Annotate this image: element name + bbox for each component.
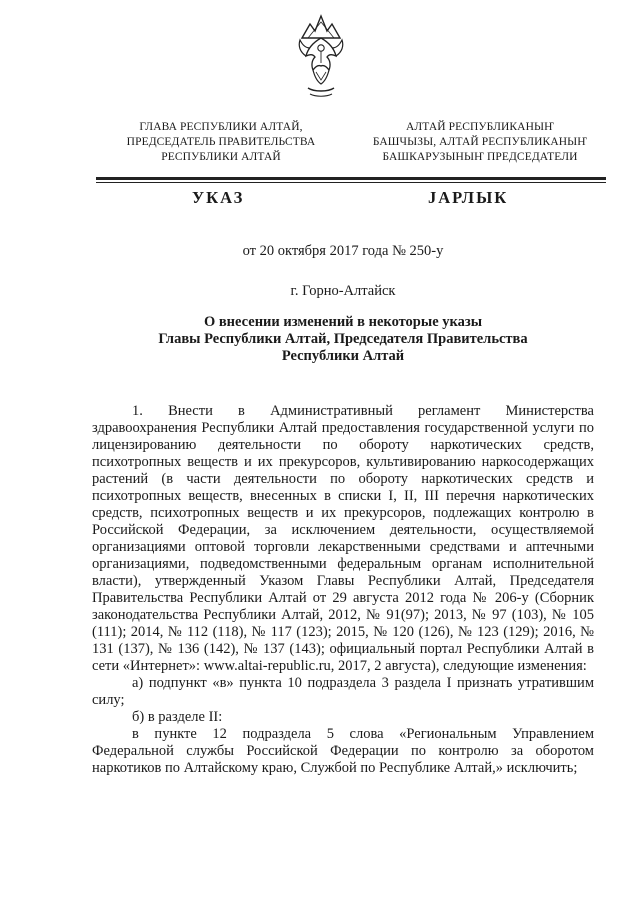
document-title <box>92 314 594 365</box>
header-right-line: АЛТАЙ РЕСПУБЛИКАНЫҤ <box>406 121 554 133</box>
title-line: Главы Республики Алтай, Председателя Правительства <box>158 331 528 347</box>
body-paragraph: а) подпункт «в» пункта 10 подраздела 3 раздела I признать утратившим силу; <box>92 675 594 708</box>
document-body <box>92 403 594 777</box>
doc-type-russian: УКАЗ <box>192 188 245 207</box>
header-divider-thick <box>96 177 606 180</box>
emblem-icon <box>296 8 346 100</box>
header-left <box>112 120 330 165</box>
document-dateline: от 20 октября 2017 года № 250-у <box>242 243 444 259</box>
body-paragraph: 1. Внести в Административный регламент Министерства здравоохранения Республики Алтай предоставления государственной услуги по лицензированию деятельности по обороту наркотических средств, психотропных веществ и их прекурсоров, культивированию наркосодержащих растений (в части деятельности по обороту наркотических средств и психотропных веществ, внесенных в списки I, II, III перечня наркотических средств, психотропных веществ и их прекурсоров, подлежащих контролю в Российской Федерации, за исключением деятельности, осуществляемой организациями оптовой торговли лекарственными средствами и аптечными организациями, подведомственными федеральным органам исполнительной власти), утвержденный Указом Главы Республики Алтай, Председателя Правительства Республики Алтай от 29 августа 2012 года № 206-у (Сборник законодательства Республики Алтай, 2012, № 91(97); 2013, № 97 (103), № 105 (111); 2014, № 112 (118), № 117 (123); 2015, № 120 (126), № 123 (129); 2016, № 131 (137), № 136 (142), № 137 (143); официальный портал Республики Алтай в сети «Интернет»: www.altai-republic.ru, 2017, 2 августа), следующие изменения: <box>92 403 594 674</box>
body-paragraph: в пункте 12 подраздела 5 слова «Региональным Управлением Федеральной службы Российской Федерации по контролю за оборотом наркотиков по Алтайскому краю, Службой по Республике Алтай,» исключить; <box>92 726 594 776</box>
doc-type-altai: JАРЛЫК <box>428 188 509 207</box>
header-right-line: БАШЧЫЗЫ, АЛТАЙ РЕСПУБЛИКАНЫҤ <box>372 136 588 148</box>
header-left-line: ПРЕДСЕДАТЕЛЬ ПРАВИТЕЛЬСТВА <box>126 136 316 148</box>
header-divider-thin <box>96 182 606 183</box>
header-right <box>350 120 610 165</box>
body-paragraph: б) в разделе II: <box>132 709 223 725</box>
document-city: г. Горно-Алтайск <box>290 283 396 299</box>
header-right-line: БАШКАРУЗЫНЫҤ ПРЕДСЕДАТЕЛИ <box>382 151 578 163</box>
title-line: О внесении изменений в некоторые указы <box>203 314 483 330</box>
title-line: Республики Алтай <box>281 348 405 364</box>
header-left-line: РЕСПУБЛИКИ АЛТАЙ <box>161 151 281 163</box>
header-left-line: ГЛАВА РЕСПУБЛИКИ АЛТАЙ, <box>139 121 303 133</box>
